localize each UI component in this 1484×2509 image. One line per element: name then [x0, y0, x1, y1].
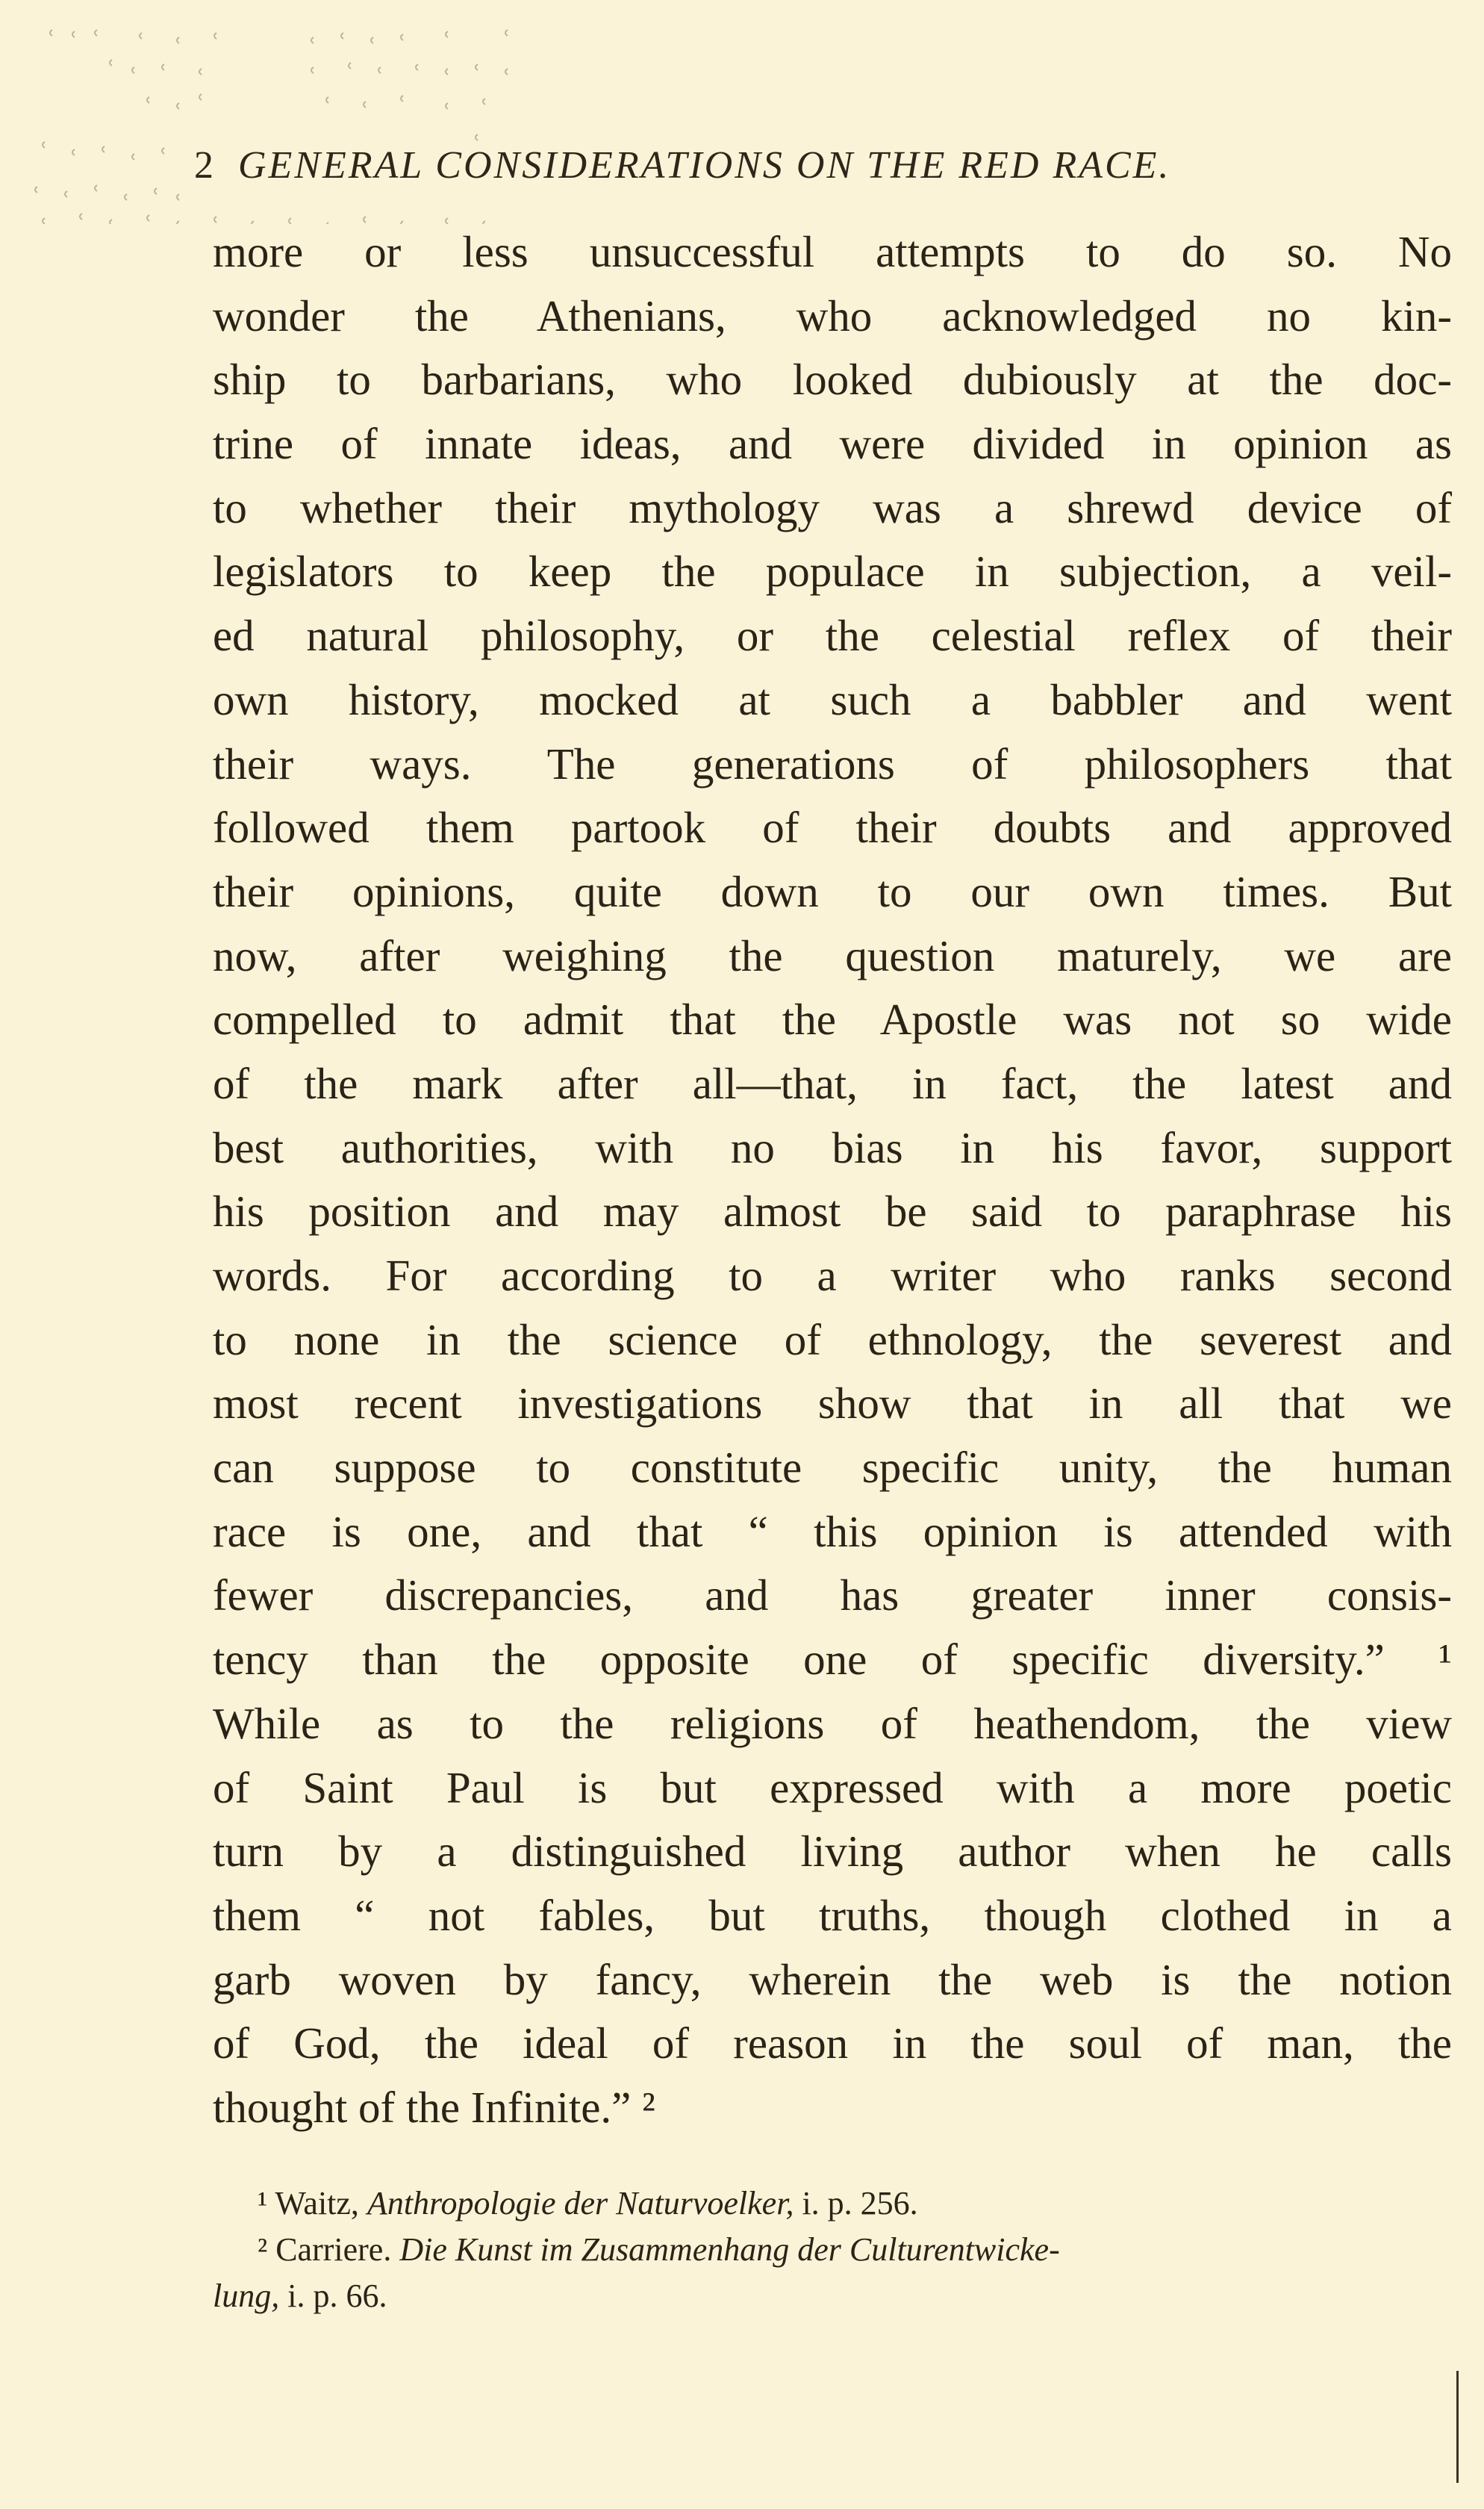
- text-line: legislators to keep the populace in subjection, a veil-: [213, 547, 1452, 597]
- text-line: more or less unsuccessful attempts to do so. No: [213, 227, 1452, 276]
- footnote-marker: ¹: [258, 2185, 268, 2222]
- text-line: followed them partook of their doubts and approved: [213, 803, 1452, 853]
- text-line: of the mark after all—that, in fact, the latest and: [213, 1058, 1452, 1108]
- text-line: to none in the science of ethnology, the severest and: [213, 1314, 1452, 1364]
- text-line: thought of the Infinite.” ²: [213, 2082, 655, 2132]
- margin-rule: [1456, 2371, 1459, 2483]
- text-line: fewer discrepancies, and has greater inner consis-: [213, 1570, 1452, 1620]
- text-line: most recent investigations show that in all that we: [213, 1378, 1452, 1428]
- running-head: [194, 143, 1433, 187]
- text-line: can suppose to constitute specific unity, the human: [213, 1443, 1452, 1493]
- text-line: words. For according to a writer who ranks second: [213, 1251, 1452, 1300]
- body-text: [213, 220, 1452, 2140]
- footnote-1: [213, 2180, 1452, 2227]
- text-line: wonder the Athenians, who acknowledged no kin-: [213, 290, 1452, 341]
- footnote-title: Die Kunst im Zusammenhang der Culturentwicke-: [399, 2231, 1060, 2268]
- text-line: race is one, and that “ this opinion is attended with: [213, 1506, 1452, 1556]
- text-line: their ways. The generations of philosophers that: [213, 739, 1452, 789]
- footnote-2: [213, 2227, 1452, 2273]
- text-line: turn by a distinguished living author when he calls: [213, 1826, 1452, 1877]
- footnote-citation: i. p. 256.: [802, 2185, 918, 2222]
- footnote-author: Carriere.: [275, 2231, 392, 2268]
- page-number: 2: [194, 144, 216, 187]
- text-line: own history, mocked at such a babbler and went: [213, 674, 1452, 724]
- footnote-title: Anthropologie der Naturvoelker,: [367, 2185, 794, 2222]
- text-line: ed natural philosophy, or the celestial reflex of their: [213, 611, 1452, 661]
- text-line: ship to barbarians, who looked dubiously at the doc-: [213, 355, 1452, 405]
- running-title: GENERAL CONSIDERATIONS ON THE RED RACE.: [238, 144, 1171, 187]
- text-line: compelled to admit that the Apostle was not so wide: [213, 995, 1452, 1045]
- footnote-2-continued: [213, 2273, 1452, 2319]
- text-line: tency than the opposite one of specific diversity.” ¹: [213, 1635, 1452, 1685]
- text-line: of Saint Paul is but expressed with a more poetic: [213, 1762, 1452, 1812]
- ink-speckle-marks: [30, 15, 567, 224]
- text-line: to whether their mythology was a shrewd device of: [213, 482, 1452, 532]
- footnote-title-continued: lung,: [213, 2278, 280, 2314]
- text-line: of God, the ideal of reason in the soul of man, the: [213, 2018, 1452, 2068]
- text-line: While as to the religions of heathendom, the view: [213, 1698, 1452, 1748]
- text-line: them “ not fables, but truths, though clothed in a: [213, 1890, 1452, 1940]
- footnotes: [213, 2180, 1452, 2319]
- text-line: best authorities, with no bias in his favor, support: [213, 1122, 1452, 1172]
- text-line: now, after weighing the question maturely, we are: [213, 930, 1452, 980]
- text-line: trine of innate ideas, and were divided in opinion as: [213, 419, 1452, 469]
- text-line: his position and may almost be said to paraphrase his: [213, 1187, 1452, 1237]
- text-line: their opinions, quite down to our own times. But: [213, 866, 1452, 916]
- footnote-marker: ²: [258, 2231, 268, 2268]
- footnote-citation: i. p. 66.: [287, 2278, 387, 2314]
- text-line: garb woven by fancy, wherein the web is the notion: [213, 1954, 1452, 2004]
- footnote-author: Waitz,: [275, 2185, 359, 2222]
